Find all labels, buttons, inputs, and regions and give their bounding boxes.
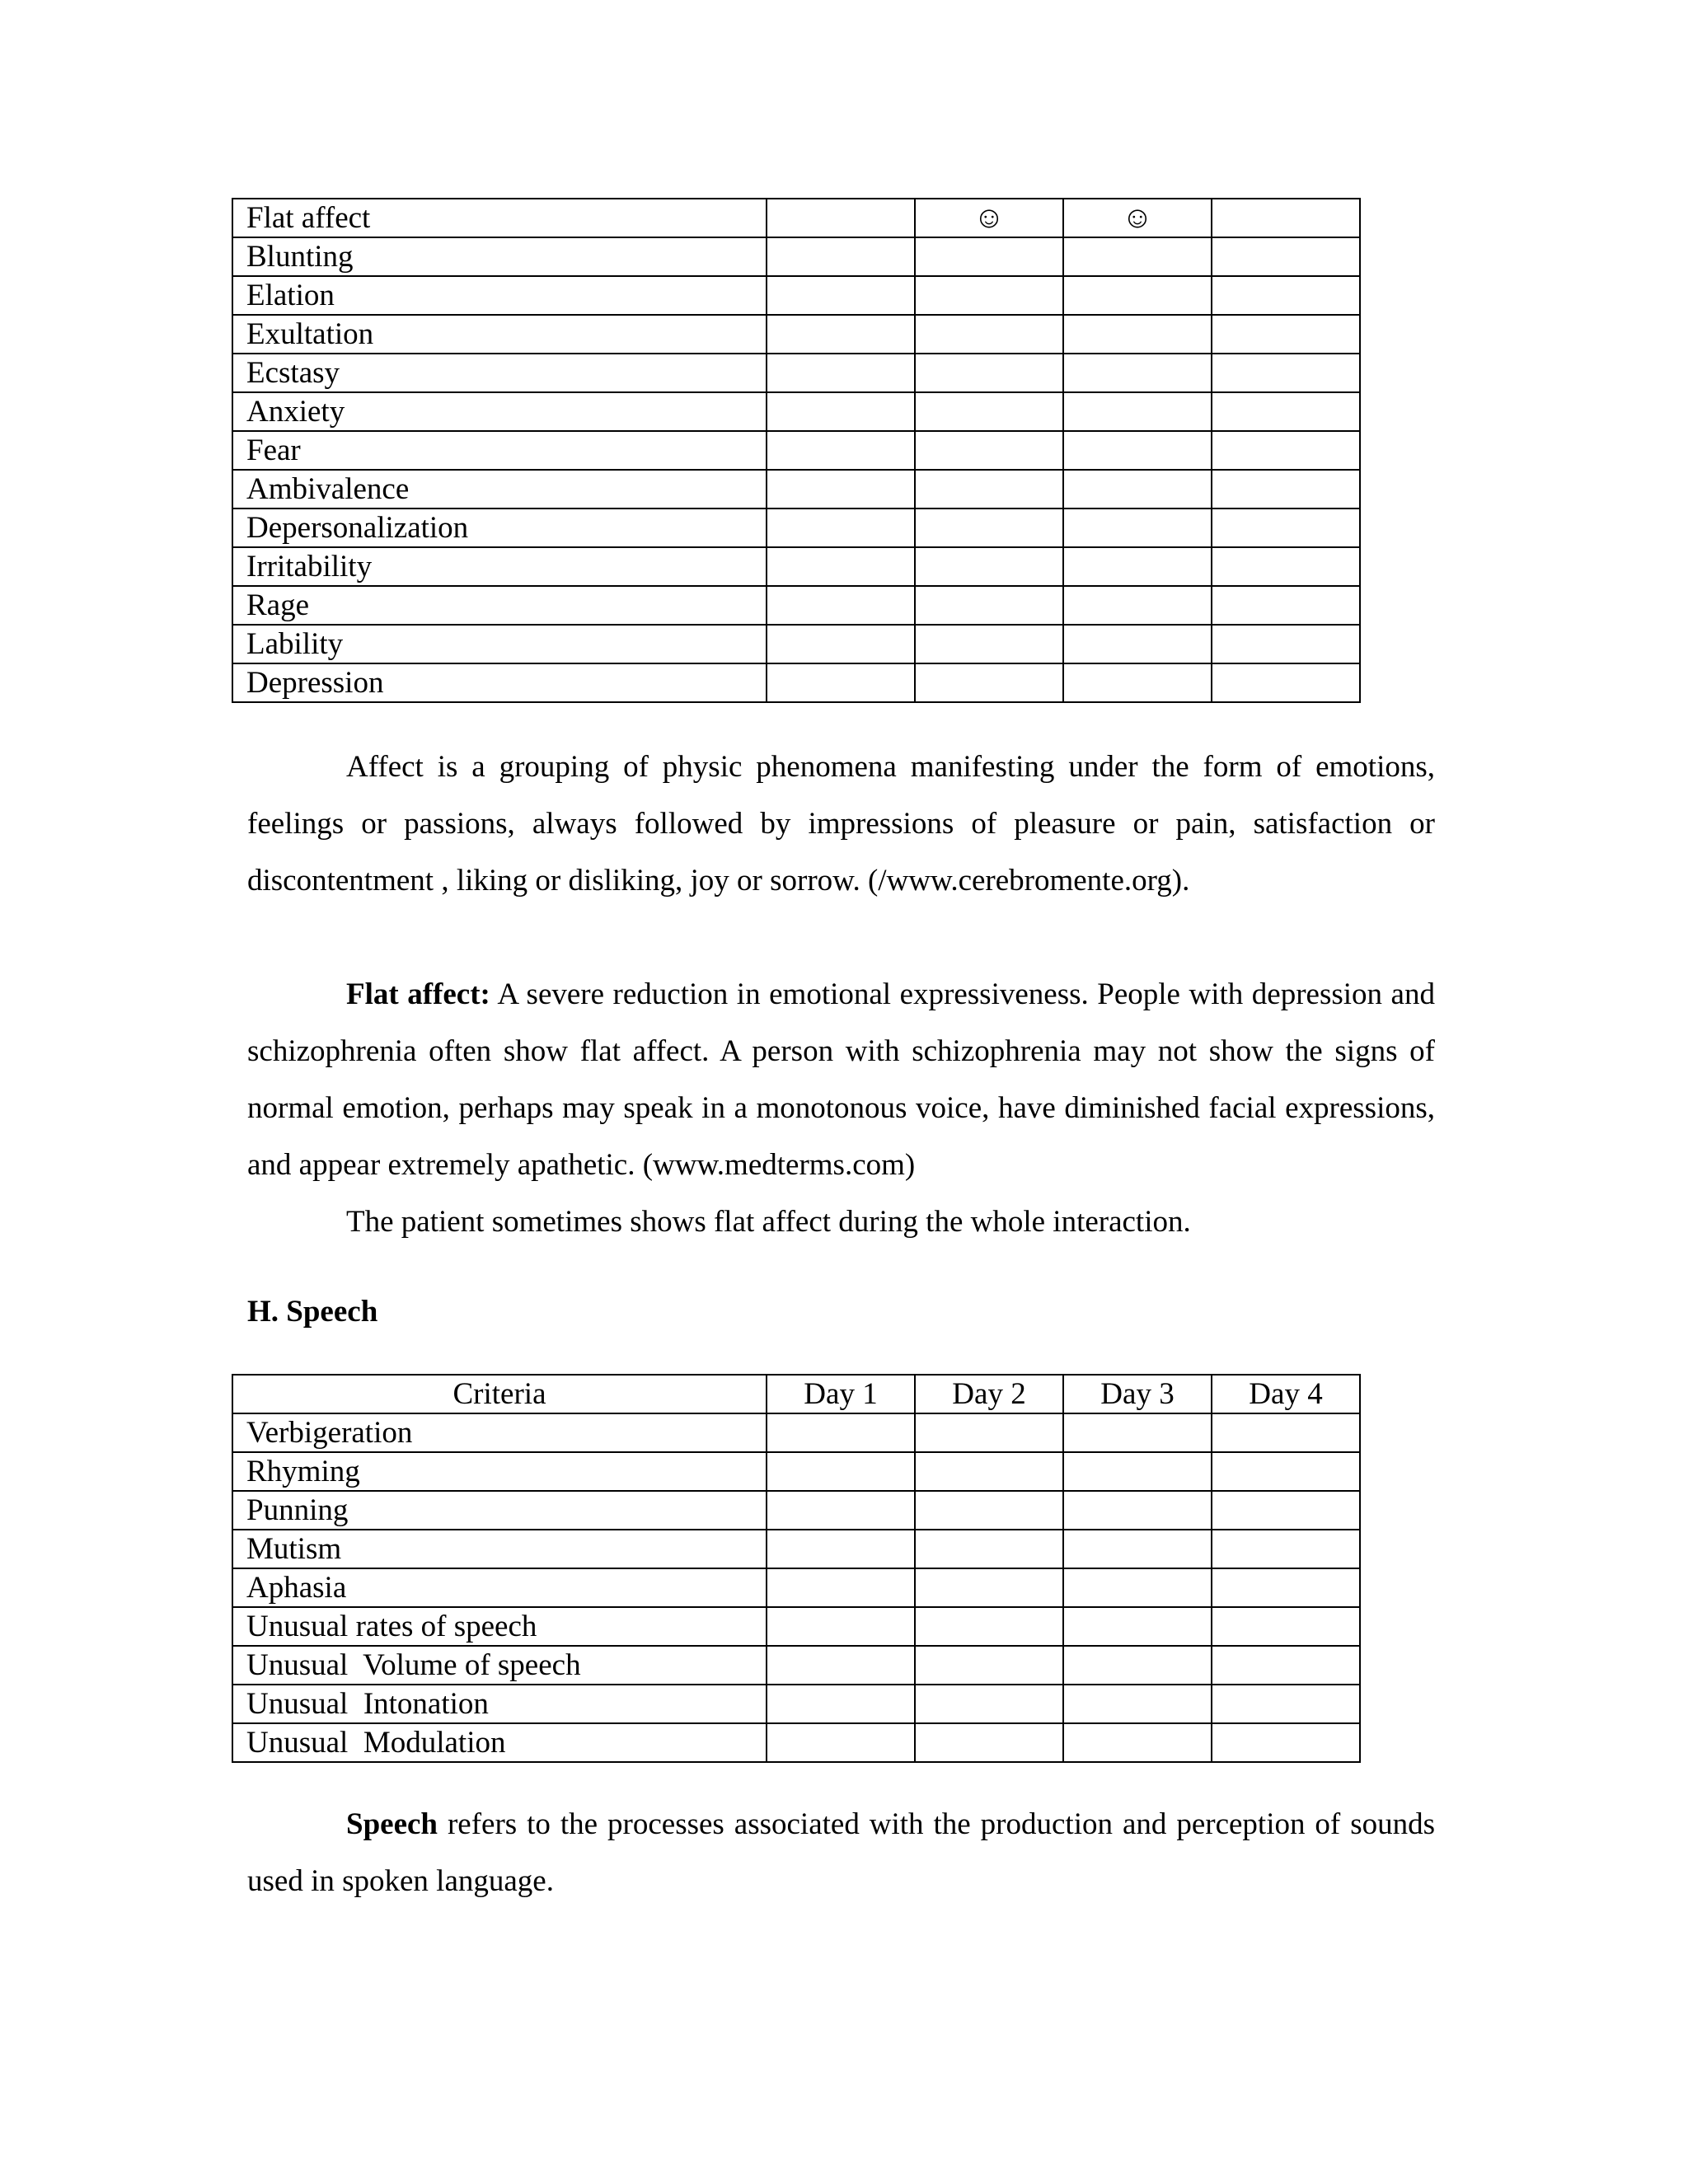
- day-3-cell: [1063, 354, 1212, 392]
- day-2-cell: [915, 509, 1063, 547]
- day-2-cell: [915, 1413, 1063, 1452]
- criterion-cell: Depression: [232, 663, 767, 702]
- day-3-cell: [1063, 625, 1212, 663]
- affect-paragraph-text: Affect is a grouping of physic phenomena manifesting under the form of emotions, feelings or passions, always followed by impressions of pleasure or pain, satisfaction or discontentment , liking or disliking, joy or sorrow. (/www.cerebromente.org).: [247, 750, 1435, 898]
- day-2-cell: [915, 392, 1063, 431]
- day-2-cell: [915, 237, 1063, 276]
- day-1-cell: [767, 315, 915, 354]
- day-4-cell: [1212, 431, 1360, 470]
- day-4-cell: [1212, 1452, 1360, 1491]
- table-row: [232, 1607, 1360, 1646]
- day-1-cell: [767, 276, 915, 315]
- table-row: [232, 392, 1360, 431]
- day-1-cell: [767, 392, 915, 431]
- criterion-cell: Unusual Volume of speech: [232, 1646, 767, 1685]
- day-4-cell: [1212, 663, 1360, 702]
- day-4-cell: [1212, 1568, 1360, 1607]
- day-3-cell: [1063, 1646, 1212, 1685]
- table-row: [232, 1491, 1360, 1530]
- table-row: [232, 1723, 1360, 1762]
- speech-paragraph: [247, 1796, 1435, 1910]
- table-row: [232, 586, 1360, 625]
- day-3-cell: [1063, 1413, 1212, 1452]
- day-2-cell: [915, 470, 1063, 509]
- table-row: [232, 663, 1360, 702]
- table-row: [232, 1646, 1360, 1685]
- day-3-cell: [1063, 237, 1212, 276]
- table-row: [232, 1568, 1360, 1607]
- day-1-cell: [767, 354, 915, 392]
- criterion-cell: Ecstasy: [232, 354, 767, 392]
- day-1-cell: [767, 1607, 915, 1646]
- table-row: [232, 237, 1360, 276]
- criterion-cell: Lability: [232, 625, 767, 663]
- table-row: [232, 470, 1360, 509]
- day-1-cell: [767, 586, 915, 625]
- day-2-cell: [915, 663, 1063, 702]
- affect-paragraph: [247, 738, 1435, 909]
- day-4-cell: [1212, 1723, 1360, 1762]
- day-2-cell: [915, 586, 1063, 625]
- flat-affect-paragraph: [247, 966, 1435, 1193]
- day-2-cell: [915, 431, 1063, 470]
- day-3-cell: [1063, 470, 1212, 509]
- criterion-cell: Irritability: [232, 547, 767, 586]
- speech-term: Speech: [346, 1807, 438, 1841]
- day-1-cell: [767, 1491, 915, 1530]
- speech-definition: refers to the processes associated with the production and perception of sounds used in spoken language.: [247, 1807, 1436, 1898]
- criterion-cell: Unusual Modulation: [232, 1723, 767, 1762]
- day-1-cell: [767, 663, 915, 702]
- day-4-cell: [1212, 547, 1360, 586]
- header-row: [232, 1375, 1360, 1413]
- day-1-cell: [767, 547, 915, 586]
- criterion-cell: Anxiety: [232, 392, 767, 431]
- affect-table-body: [232, 199, 1360, 702]
- day-1-cell: [767, 470, 915, 509]
- day-4-cell: [1212, 237, 1360, 276]
- day-4-cell: [1212, 586, 1360, 625]
- day-4-cell: [1212, 354, 1360, 392]
- affect-table: [232, 198, 1361, 703]
- section-heading-speech: H. Speech: [247, 1295, 378, 1329]
- day-1-cell: [767, 431, 915, 470]
- day-3-cell: [1063, 1607, 1212, 1646]
- criterion-cell: Unusual Intonation: [232, 1685, 767, 1723]
- day-1-cell: [767, 1413, 915, 1452]
- day-1-cell: [767, 509, 915, 547]
- day-1-cell: [767, 625, 915, 663]
- table-row: [232, 1452, 1360, 1491]
- day-3-cell: [1063, 276, 1212, 315]
- criterion-cell: Fear: [232, 431, 767, 470]
- header-criteria: Criteria: [232, 1375, 767, 1413]
- table-row: [232, 1530, 1360, 1568]
- table-row: [232, 315, 1360, 354]
- day-3-cell: [1063, 1685, 1212, 1723]
- day-1-cell: [767, 199, 915, 237]
- day-4-cell: [1212, 276, 1360, 315]
- criterion-cell: Exultation: [232, 315, 767, 354]
- day-1-cell: [767, 1723, 915, 1762]
- criterion-cell: Rhyming: [232, 1452, 767, 1491]
- day-2-cell: [915, 1607, 1063, 1646]
- day-4-cell: [1212, 392, 1360, 431]
- table-row: [232, 1685, 1360, 1723]
- day-1-cell: [767, 237, 915, 276]
- day-4-cell: [1212, 509, 1360, 547]
- day-4-cell: [1212, 199, 1360, 237]
- day-3-cell: [1063, 1491, 1212, 1530]
- patient-note: [247, 1193, 1435, 1250]
- table-row: [232, 431, 1360, 470]
- day-2-cell: [915, 1452, 1063, 1491]
- criterion-cell: Depersonalization: [232, 509, 767, 547]
- speech-table-body: [232, 1413, 1360, 1762]
- day-2-cell: [915, 1491, 1063, 1530]
- day-2-cell: [915, 1568, 1063, 1607]
- day-4-cell: [1212, 315, 1360, 354]
- day-3-cell: [1063, 1530, 1212, 1568]
- criterion-cell: Rage: [232, 586, 767, 625]
- table-row: [232, 625, 1360, 663]
- header-day-4: Day 4: [1212, 1375, 1360, 1413]
- table-row: [232, 547, 1360, 586]
- day-3-cell: [1063, 315, 1212, 354]
- patient-note-text: The patient sometimes shows flat affect during the whole interaction.: [346, 1205, 1191, 1239]
- header-day-2: Day 2: [915, 1375, 1063, 1413]
- criterion-cell: Flat affect: [232, 199, 767, 237]
- day-4-cell: [1212, 1413, 1360, 1452]
- day-3-cell: [1063, 586, 1212, 625]
- speech-table-header: [232, 1375, 1360, 1413]
- criterion-cell: Elation: [232, 276, 767, 315]
- day-2-cell: [915, 276, 1063, 315]
- table-row: [232, 354, 1360, 392]
- table-row: [232, 1413, 1360, 1452]
- day-4-cell: [1212, 625, 1360, 663]
- day-4-cell: [1212, 1646, 1360, 1685]
- day-3-cell: [1063, 509, 1212, 547]
- day-2-cell: ☺: [915, 199, 1063, 237]
- criterion-cell: Blunting: [232, 237, 767, 276]
- criterion-cell: Aphasia: [232, 1568, 767, 1607]
- day-3-cell: [1063, 547, 1212, 586]
- day-2-cell: [915, 1723, 1063, 1762]
- day-4-cell: [1212, 1491, 1360, 1530]
- day-1-cell: [767, 1530, 915, 1568]
- criterion-cell: Unusual rates of speech: [232, 1607, 767, 1646]
- day-4-cell: [1212, 1530, 1360, 1568]
- day-3-cell: ☺: [1063, 199, 1212, 237]
- day-1-cell: [767, 1568, 915, 1607]
- day-2-cell: [915, 625, 1063, 663]
- flat-affect-term: Flat affect:: [346, 977, 490, 1011]
- day-3-cell: [1063, 1568, 1212, 1607]
- day-2-cell: [915, 315, 1063, 354]
- criterion-cell: Verbigeration: [232, 1413, 767, 1452]
- criterion-cell: Punning: [232, 1491, 767, 1530]
- day-1-cell: [767, 1685, 915, 1723]
- day-2-cell: [915, 547, 1063, 586]
- table-row: [232, 509, 1360, 547]
- day-4-cell: [1212, 470, 1360, 509]
- speech-table: [232, 1374, 1361, 1763]
- day-1-cell: [767, 1452, 915, 1491]
- header-day-3: Day 3: [1063, 1375, 1212, 1413]
- day-3-cell: [1063, 663, 1212, 702]
- table-row: [232, 276, 1360, 315]
- day-3-cell: [1063, 431, 1212, 470]
- day-1-cell: [767, 1646, 915, 1685]
- day-4-cell: [1212, 1607, 1360, 1646]
- day-3-cell: [1063, 392, 1212, 431]
- table-row: [232, 199, 1360, 237]
- day-2-cell: [915, 1530, 1063, 1568]
- criterion-cell: Mutism: [232, 1530, 767, 1568]
- day-4-cell: [1212, 1685, 1360, 1723]
- day-2-cell: [915, 354, 1063, 392]
- day-3-cell: [1063, 1452, 1212, 1491]
- criterion-cell: Ambivalence: [232, 470, 767, 509]
- day-2-cell: [915, 1685, 1063, 1723]
- day-2-cell: [915, 1646, 1063, 1685]
- header-day-1: Day 1: [767, 1375, 915, 1413]
- flat-affect-definition: A severe reduction in emotional expressiveness. People with depression and schizophrenia often show flat affect. A person with schizophrenia may not show the signs of normal emotion, perhaps may speak in a monotonous voice, have diminished facial expressions, and appear extremely apathetic. (www.medterms.com): [247, 977, 1435, 1182]
- day-3-cell: [1063, 1723, 1212, 1762]
